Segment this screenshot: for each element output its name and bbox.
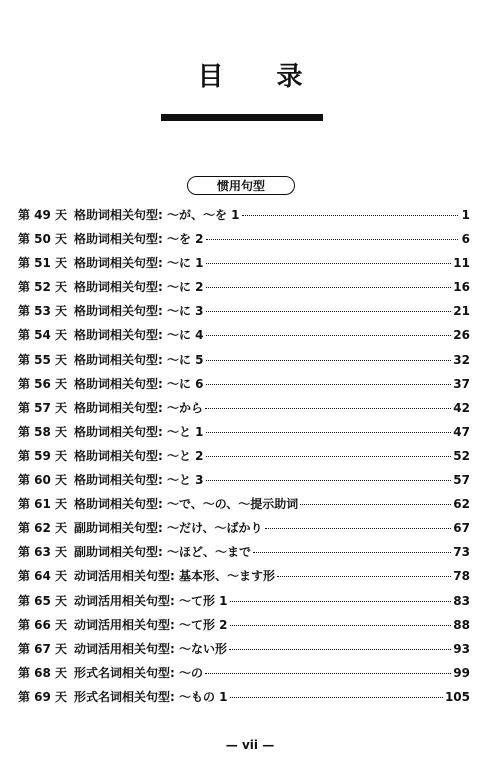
toc-entry-day: 第 51 天 [18,256,68,271]
toc-entry-topic: 格助词相关句型: ～と 3 [74,473,204,488]
toc-entry-day: 第 66 天 [18,617,68,632]
toc-entry-topic: 格助词相关句型: ～で、～の、～提示助词 [74,497,299,512]
toc-entry[interactable] [18,278,470,302]
toc-entry-day: 第 68 天 [18,665,68,680]
toc-entry-topic: 格助词相关句型: ～に 5 [74,352,204,367]
toc-entry[interactable] [18,519,470,543]
toc-entry-day: 第 67 天 [18,641,68,656]
toc-entry-page: 6 [461,232,470,247]
toc-entry-page: 67 [453,521,470,536]
toc-entry[interactable] [18,302,470,326]
toc-entry[interactable] [18,471,470,495]
toc-entry-page: 83 [453,593,470,608]
toc-entry-topic: 格助词相关句型: ～と 1 [74,424,204,439]
toc-entry-topic: 格助词相关句型: ～が、～を 1 [74,208,240,222]
toc-entry-day: 第 52 天 [18,280,68,295]
toc-entry-topic: 格助词相关句型: ～に 2 [74,280,204,295]
toc-entry-day: 第 62 天 [18,521,68,536]
toc-entry-day: 第 56 天 [18,376,68,391]
toc-entry-page: 1 [461,208,470,222]
toc-dot-leader [205,407,451,409]
toc-entry-day: 第 63 天 [18,545,68,560]
toc-entry-page: 52 [453,448,470,463]
toc-entry-topic: 格助词相关句型: ～に 1 [74,256,204,271]
toc-dot-leader [265,527,452,529]
page-title: 目 录 [197,62,325,92]
toc-entry[interactable] [18,351,470,375]
toc-entry[interactable] [18,592,470,616]
section-label: 惯用句型 [187,176,295,195]
toc-entry-topic: 格助词相关句型: ～に 4 [74,328,204,343]
page-number: — vii — [225,738,275,752]
toc-entry[interactable] [18,206,470,230]
toc-entry-page: 57 [453,473,470,488]
toc-entry[interactable] [18,688,470,712]
toc-entry[interactable] [18,664,470,688]
toc-entry-day: 第 49 天 [18,208,68,222]
toc-entry-day: 第 55 天 [18,352,68,367]
toc-entry[interactable] [18,640,470,664]
toc-entry-page: 47 [453,424,470,439]
toc-entry-day: 第 69 天 [18,689,68,704]
toc-dot-leader [229,648,451,650]
toc-entry[interactable] [18,230,470,254]
toc-dot-leader [206,359,452,361]
toc-entry-page: 11 [453,256,470,271]
toc-entry-topic: 动词活用相关句型: ～て形 2 [74,617,228,632]
toc-dot-leader [206,479,452,481]
toc-entry-page: 62 [453,497,470,512]
toc-entry-page: 99 [453,665,470,680]
toc-entry[interactable] [18,567,470,591]
toc-dot-leader [206,334,452,336]
toc-entry-topic: 格助词相关句型: ～に 6 [74,376,204,391]
toc-entry-topic: 格助词相关句型: ～と 2 [74,448,204,463]
toc-entry[interactable] [18,495,470,519]
toc-entry-day: 第 61 天 [18,497,68,512]
toc-entry-topic: 动词活用相关句型: ～ない形 [74,641,227,656]
toc-entry-day: 第 65 天 [18,593,68,608]
toc-entry-day: 第 64 天 [18,569,68,584]
toc-entry[interactable] [18,616,470,640]
toc-entry-page: 37 [453,376,470,391]
toc-entry-page: 73 [453,545,470,560]
title-rule [161,114,323,121]
toc-entry-topic: 格助词相关句型: ～から [74,400,203,415]
toc-entry-day: 第 60 天 [18,473,68,488]
toc-dot-leader [206,310,452,312]
toc-entry-topic: 动词活用相关句型: ～て形 1 [74,593,228,608]
toc-dot-leader [206,238,458,240]
toc-entry[interactable] [18,423,470,447]
toc-entry[interactable] [18,447,470,471]
toc-entry-day: 第 50 天 [18,232,68,247]
toc-entry-day: 第 58 天 [18,424,68,439]
toc-entry-topic: 形式名词相关句型: ～もの 1 [74,689,228,704]
toc-entry-page: 16 [453,280,470,295]
toc-entry-page: 26 [453,328,470,343]
toc-entry[interactable] [18,375,470,399]
toc-entry[interactable] [18,254,470,278]
toc-entry-topic: 形式名词相关句型: ～の [74,665,203,680]
toc-entry[interactable] [18,543,470,567]
toc-dot-leader [206,383,452,385]
toc-entry-day: 第 54 天 [18,328,68,343]
toc-entry-day: 第 57 天 [18,400,68,415]
toc-dot-leader [230,600,452,602]
toc-entry-page: 42 [453,400,470,415]
toc-entry-page: 32 [453,352,470,367]
toc-dot-leader [206,431,452,433]
toc-dot-leader [242,214,458,216]
toc-dot-leader [253,551,451,553]
toc-entry-day: 第 59 天 [18,448,68,463]
toc-dot-leader [277,575,451,577]
toc-dot-leader [206,286,452,288]
toc-dot-leader [205,672,451,674]
toc-dot-leader [206,455,452,457]
toc-dot-leader [300,503,451,505]
toc-entry-page: 105 [444,689,470,704]
toc-dot-leader [206,262,452,264]
toc-list [18,206,470,712]
toc-entry-topic: 副助词相关句型: ～だけ、～ばかり [74,521,263,536]
toc-dot-leader [230,624,452,626]
toc-dot-leader [230,696,443,698]
toc-entry-topic: 格助词相关句型: ～を 2 [74,232,204,247]
toc-entry-page: 21 [453,304,470,319]
toc-entry[interactable] [18,399,470,423]
toc-entry-topic: 格助词相关句型: ～に 3 [74,304,204,319]
toc-entry-topic: 动词活用相关句型: 基本形、～ます形 [74,569,275,584]
toc-entry-page: 78 [453,569,470,584]
toc-entry[interactable] [18,326,470,350]
toc-entry-day: 第 53 天 [18,304,68,319]
toc-entry-page: 88 [453,617,470,632]
toc-entry-topic: 副助词相关句型: ～ほど、～まで [74,545,251,560]
toc-entry-page: 93 [453,641,470,656]
